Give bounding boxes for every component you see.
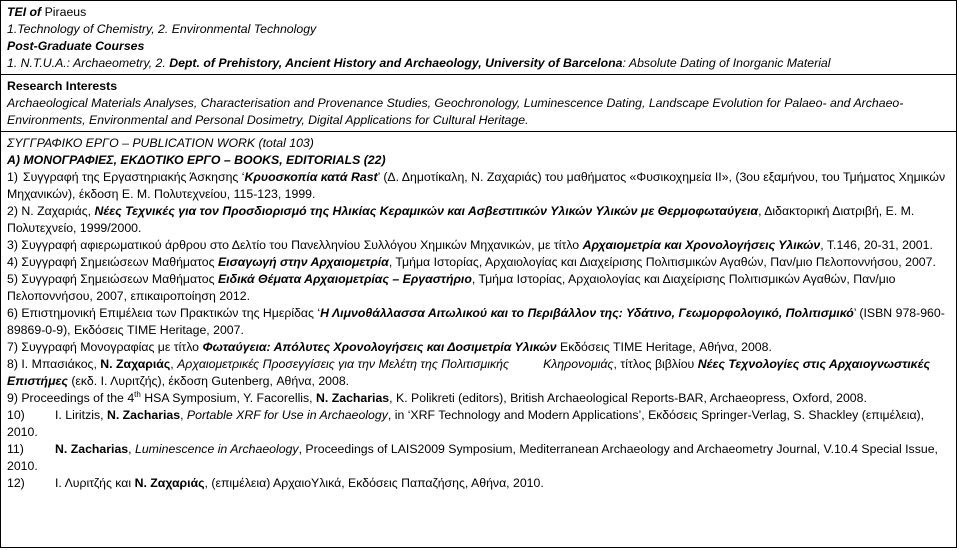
list-item: 8) Ι. Μπασιάκος, Ν. Ζαχαριάς, Αρχαιομετρικές Προσεγγίσεις για την Μελέτη της Πολιτισμικής Κληρονομιάς, τίτλος βιβλίου Νέες Τεχνολογίες στις Αρχαιογνωστικές Επιστήμες (εκδ. Ι. Λυριτζής), έκδοση Gutenberg, Αθήνα, 2008. <box>7 357 931 388</box>
publications-section <box>1 132 956 494</box>
research-interests-title: Research Interests <box>7 79 118 93</box>
postgraduate-courses-title: Post-Graduate Courses <box>7 39 145 53</box>
tei-departments: 1.Technology of Chemistry, 2. Environmental Technology <box>7 22 317 36</box>
list-item: 1) Συγγραφή της Εργαστηριακής Άσκησης ‘Κρυοσκοπία κατά Rast’ (Δ. Δημοτίκαλη, Ν. Ζαχαριάς) του μαθήματος «Φυσικοχημεία ΙΙ», (3ου εξαμήνου, του Τμήματος Χημικών Μηχανικών), έκδοση Ε. Μ. Πολυτεχνείου, 115-123, 1999. <box>7 170 946 201</box>
list-item: 10) I. Liritzis, N. Zacharias, Portable XRF for Use in Archaeology, in ‘XRF Technology and Modern Applications’, Εκδόσεις Springer-Verlag, S. Shackley (επιμέλεια), 2010. <box>7 408 925 439</box>
list-item: 6) Επιστημονική Επιμέλεια των Πρακτικών της Ημερίδας ‘Η Λιμνοθάλλασσα Αιτωλικού και το Περιβάλλον της: Υδάτινο, Γεωμορφολογικό, Πολιτισμικό’ (ISBN 978-960-89869-0-9), Εκδόσεις TIME Heritage, 2007. <box>7 306 945 337</box>
affiliation-section <box>1 1 956 75</box>
list-item: 12) Ι. Λυριτζής και Ν. Ζαχαριάς, (επιμέλεια) ΑρχαιοΥλικά, Εκδόσεις Παπαζήσης, Αθήνα, 2010. <box>7 476 544 490</box>
tei-line <box>7 4 950 21</box>
list-item: 4) Συγγραφή Σημειώσεων Μαθήματος Εισαγωγή στην Αρχαιομετρία, Τμήμα Ιστορίας, Αρχαιολογίας και Διαχείρισης Πολιτισμικών Αγαθών, Παν/μιο Πελοποννήσου, 2007. <box>7 255 936 269</box>
tei-label: TEI of <box>7 5 42 19</box>
list-item: 5) Συγγραφή Σημειώσεων Μαθήματος Ειδικά Θέματα Αρχαιομετρίας – Εργαστήριο, Τμήμα Ιστορίας, Αρχαιολογίας και Διαχείρισης Πολιτισμικών Αγαθών, Παν/μιο Πελοποννήσου, 2007, επικαιροποίηση 2012. <box>7 272 896 303</box>
list-item: 9) Proceedings of the 4th HSA Symposium, Y. Facorellis, N. Zacharias, K. Polikreti (editors), British Archaeological Reports-BAR, Archaeopress, Oxford, 2008. <box>7 389 867 405</box>
publications-heading: ΣΥΓΓΡΑΦΙΚΟ ΕΡΓΟ – PUBLICATION WORK (total 103) <box>7 136 314 150</box>
books-heading: Α) ΜΟΝΟΓΡΑΦΙΕΣ, ΕΚΔΟΤΙΚΟ ΕΡΓΟ – BOOKS, EDITORIALS (22) <box>7 153 386 167</box>
list-item: 7) Συγγραφή Μονογραφίας με τίτλο Φωταύγεια: Απόλυτες Χρονολογήσεις και Δοσιμετρία Υλικών Εκδόσεις TIME Heritage, Αθήνα, 2008. <box>7 340 772 354</box>
postgraduate-courses-text: 1. N.T.U.A.: Archaeometry, 2. Dept. of Prehistory, Ancient History and Archaeology, University of Barcelona: Absolute Dating of Inorganic Material <box>7 56 831 70</box>
list-item: 11) N. Zacharias, Luminescence in Archaeology, Proceedings of LAIS2009 Symposium, Mediterranean Archaeology and Archaeometry Journal, V.10.4 Special Issue, 2010. <box>7 442 938 473</box>
list-item: 3) Συγγραφή αφιερωματικού άρθρου στο Δελτίο του Πανελληνίου Συλλόγου Χημικών Μηχανικών, με τίτλο Αρχαιομετρία και Χρονολογήσεις Υλικών, Τ.146, 20-31, 2001. <box>7 238 933 252</box>
research-interests-section <box>1 75 956 132</box>
list-item: 2) Ν. Ζαχαριάς, Νέες Τεχνικές για τον Προσδιορισμό της Ηλικίας Κεραμικών και Ασβεστιτικών Υλικών Υλικών με Θερμοφωταύγεια, Διδακτορική Διατριβή, Ε. Μ. Πολυτεχνείο, 1999/2000. <box>7 204 915 235</box>
tei-city: Piraeus <box>44 5 87 19</box>
research-interests-text: Archaeological Materials Analyses, Characterisation and Provenance Studies, Geochronology, Luminescence Dating, Landscape Evolution for Palaeo- and Archaeo-Environments, Environmental and Personal Dosimetry, Digital Applications for Cultural Heritage. <box>7 96 904 127</box>
